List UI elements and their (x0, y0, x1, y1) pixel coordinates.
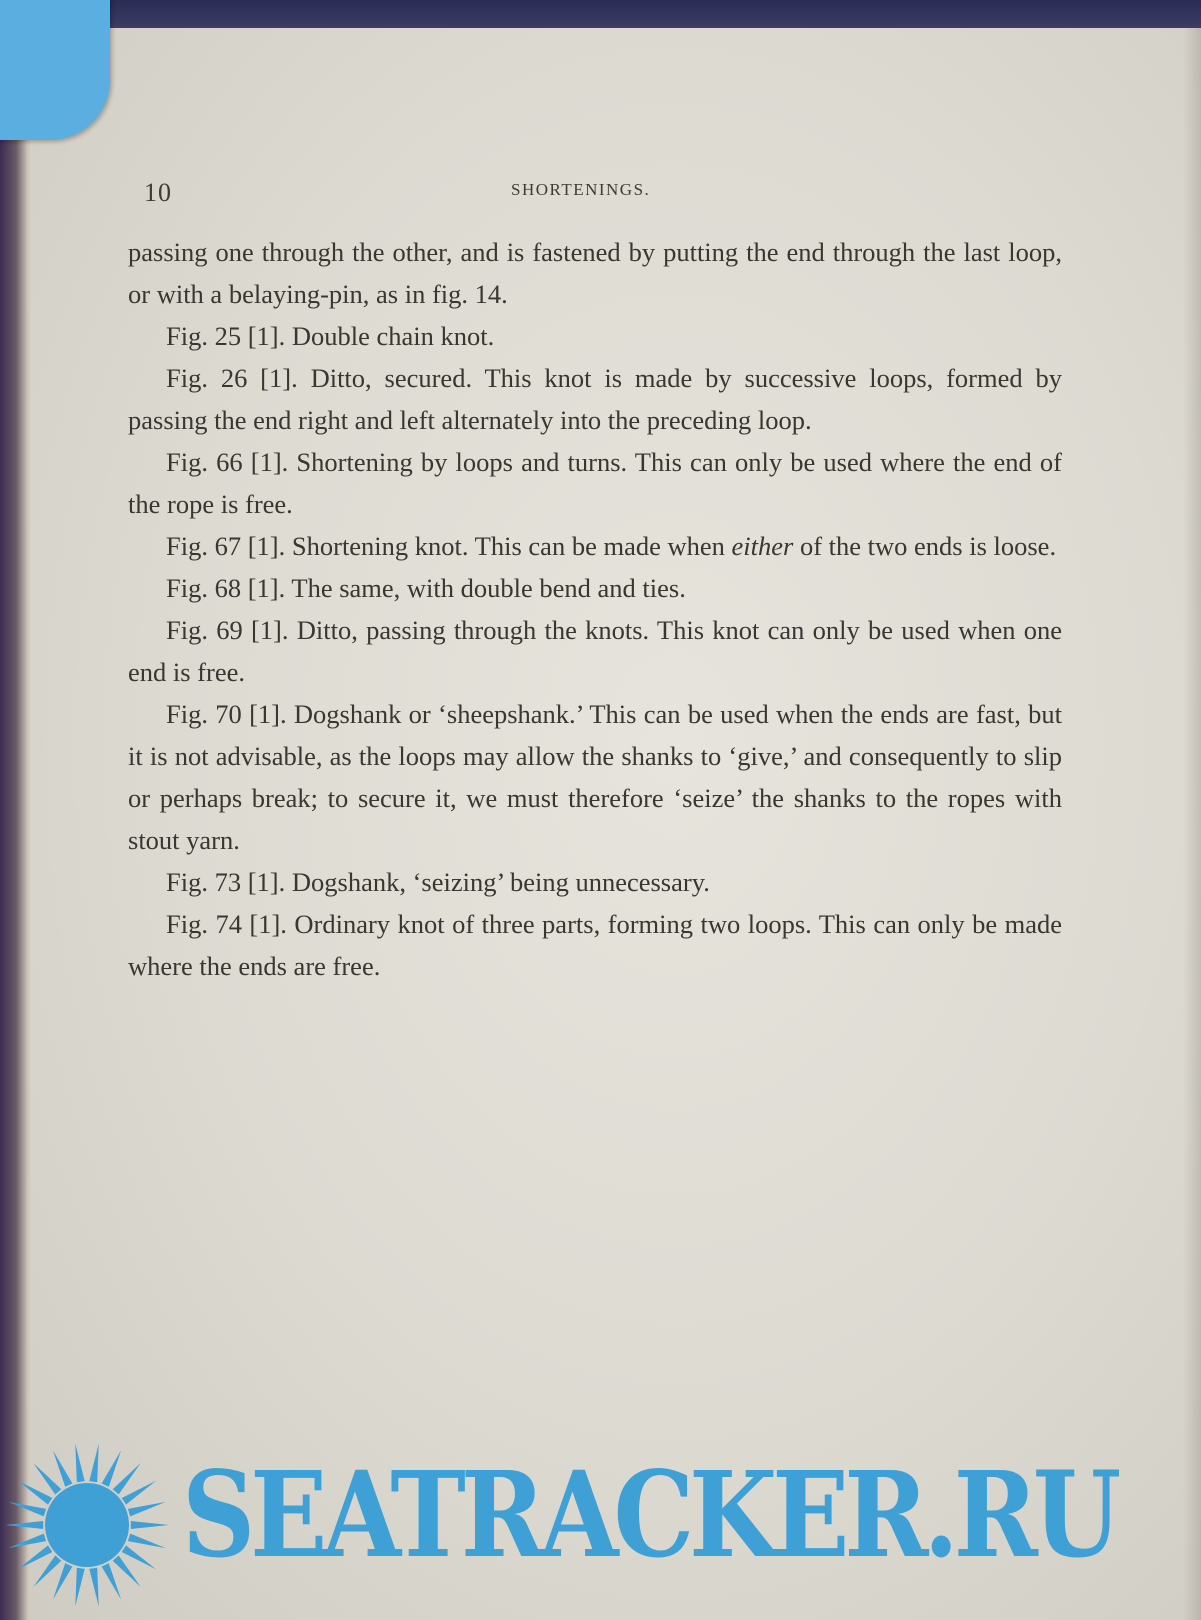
paragraph-fig-66: Fig. 66 [1]. Shortening by loops and turns. This can only be used where the end of the rope is free. (128, 447, 1062, 519)
sun-ray (5, 1521, 43, 1529)
sun-ray (102, 1563, 122, 1599)
paragraph-fig-68: Fig. 68 [1]. The same, with double bend and ties. (166, 573, 686, 603)
sun-ray (122, 1545, 156, 1569)
paragraph-fig-67 (128, 525, 1062, 567)
sun-ray (53, 1563, 73, 1599)
sun-ray (75, 1444, 84, 1482)
running-head (0, 174, 1201, 214)
sun-ray (89, 1444, 98, 1482)
paragraph-fig-25: Fig. 25 [1]. Double chain knot. (166, 321, 495, 351)
sun-ray (53, 1450, 73, 1486)
body-text (128, 231, 1062, 987)
sun-ray (33, 1556, 61, 1588)
sun-icon (2, 1440, 172, 1610)
watermark-text: SEATRACKER.RU (182, 1445, 1117, 1584)
sun-ray (131, 1521, 169, 1529)
sun-ray (18, 1481, 52, 1505)
sun-ray (18, 1545, 52, 1569)
paragraph-fig-67-text-end: of the two ends is loose. (793, 531, 1057, 561)
paragraph-continuation: passing one through the other, and is fastened by putting the end through the last loop, or with a belaying-pin, as in fig. 14. (128, 237, 1062, 309)
paragraph-fig-69: Fig. 69 [1]. Ditto, passing through the knots. This knot can only be used when one end is free. (128, 615, 1062, 687)
sun-ray (75, 1568, 84, 1606)
sun-ray (128, 1534, 166, 1549)
sun-ray (8, 1534, 46, 1549)
section-title: SHORTENINGS. (511, 180, 651, 199)
paragraph-fig-26: Fig. 26 [1]. Ditto, secured. This knot is made by successive loops, formed by passing the end right and left alternately into the preceding loop. (128, 363, 1062, 435)
sun-ray (102, 1450, 122, 1486)
sun-ray (122, 1481, 156, 1505)
paragraph-fig-70: Fig. 70 [1]. Dogshank or ‘sheepshank.’ This can be used when the ends are fast, but it is not advisable, as the loops may allow the shanks to ‘give,’ and consequently to slip or perhaps break; to secure it, we must therefore ‘seize’ the shanks to the ropes with stout yarn. (128, 699, 1062, 855)
paragraph-fig-73: Fig. 73 [1]. Dogshank, ‘seizing’ being unnecessary. (166, 867, 710, 897)
paragraph-fig-67-text: Fig. 67 [1]. Shortening knot. This can be made when (166, 531, 732, 561)
blue-tab-marker (0, 0, 110, 140)
sun-ray (33, 1463, 61, 1495)
sun-ray (8, 1502, 46, 1517)
emphasis-either: either (731, 531, 794, 561)
paragraph-fig-74: Fig. 74 [1]. Ordinary knot of three parts, forming two loops. This can only be made where the ends are free. (128, 909, 1062, 981)
page-right-shadow (1183, 28, 1201, 1620)
sun-ray (89, 1568, 98, 1606)
sun-ray (128, 1502, 166, 1517)
watermark (0, 1440, 1201, 1610)
sun-ray (113, 1556, 141, 1588)
sun-ray (113, 1463, 141, 1495)
page-number: 10 (144, 178, 172, 207)
